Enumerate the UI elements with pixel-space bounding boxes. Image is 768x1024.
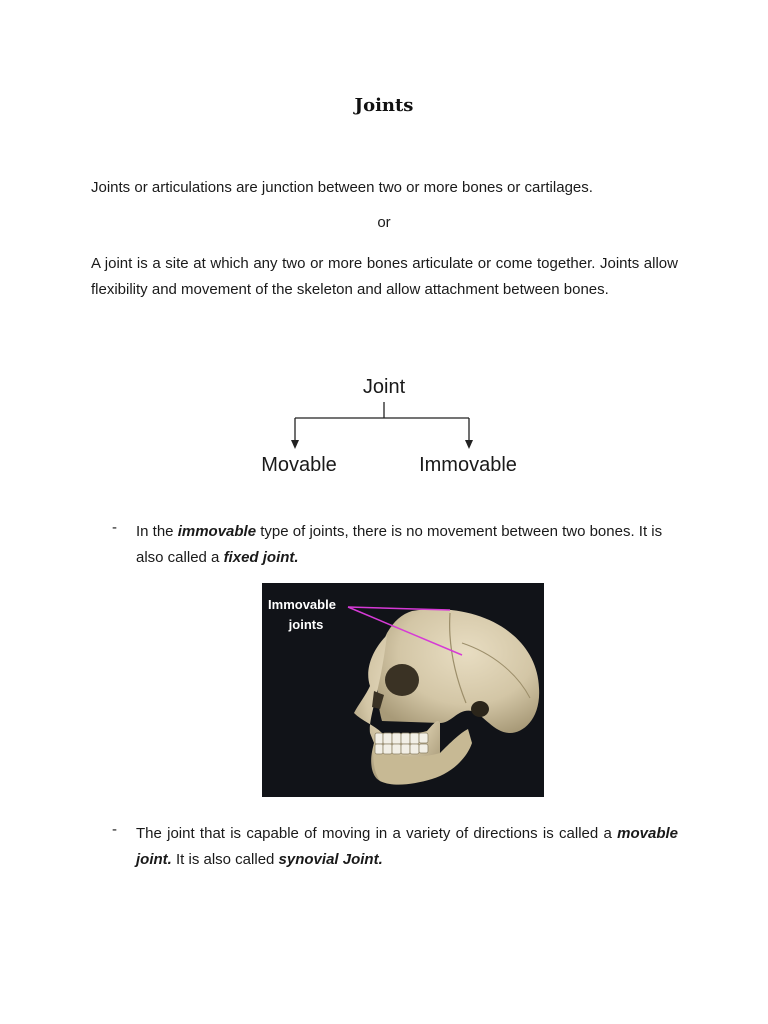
bullet-1-emphasis-immovable: immovable	[177, 523, 257, 540]
bullet-2-emphasis-synovial-joint: synovial Joint.	[278, 851, 383, 868]
or-separator: or	[377, 214, 391, 231]
skull-illustration	[262, 583, 544, 797]
diagram-right-arrowhead	[465, 440, 473, 449]
bullet-1-text-pre: In the	[136, 523, 178, 540]
definition-paragraph-2: A joint is a site at which any two or more bones articulate or come together. Joints allow flexibility and movement of the skeleton and allow attachment between bones.	[91, 255, 678, 298]
figure-label-line-2: joints	[288, 617, 324, 632]
bullet-marker-1: -	[112, 519, 117, 536]
bullet-text-movable	[136, 821, 678, 873]
diagram-immovable-label: Immovable	[419, 454, 517, 476]
diagram-left-arrowhead	[291, 440, 299, 449]
diagram-movable-label: Movable	[261, 454, 337, 476]
skull-figure	[262, 583, 544, 797]
orbit-shape	[385, 664, 419, 696]
bullet-2-emphasis-movable-joint: movable joint.	[136, 825, 678, 868]
definition-paragraph-1: Joints or articulations are junction between two or more bones or cartilages.	[91, 179, 593, 196]
page-title: Joints	[354, 95, 414, 116]
joint-classification-diagram	[240, 366, 540, 482]
bullet-2-text-pre: The joint that is capable of moving in a variety of directions is called a	[136, 825, 618, 842]
ear-canal-shape	[471, 701, 489, 717]
bullet-marker-2: -	[112, 821, 117, 838]
bullet-2-text-mid: It is also called	[171, 851, 279, 868]
bullet-1-text-mid: type of joints, there is no movement between two bones. It is also called a	[136, 523, 663, 566]
bullet-text-immovable	[136, 519, 678, 571]
figure-label-line-1: Immovable	[268, 597, 336, 612]
bullet-1-emphasis-fixed-joint: fixed joint.	[223, 549, 299, 566]
diagram-root-label: Joint	[362, 376, 406, 398]
